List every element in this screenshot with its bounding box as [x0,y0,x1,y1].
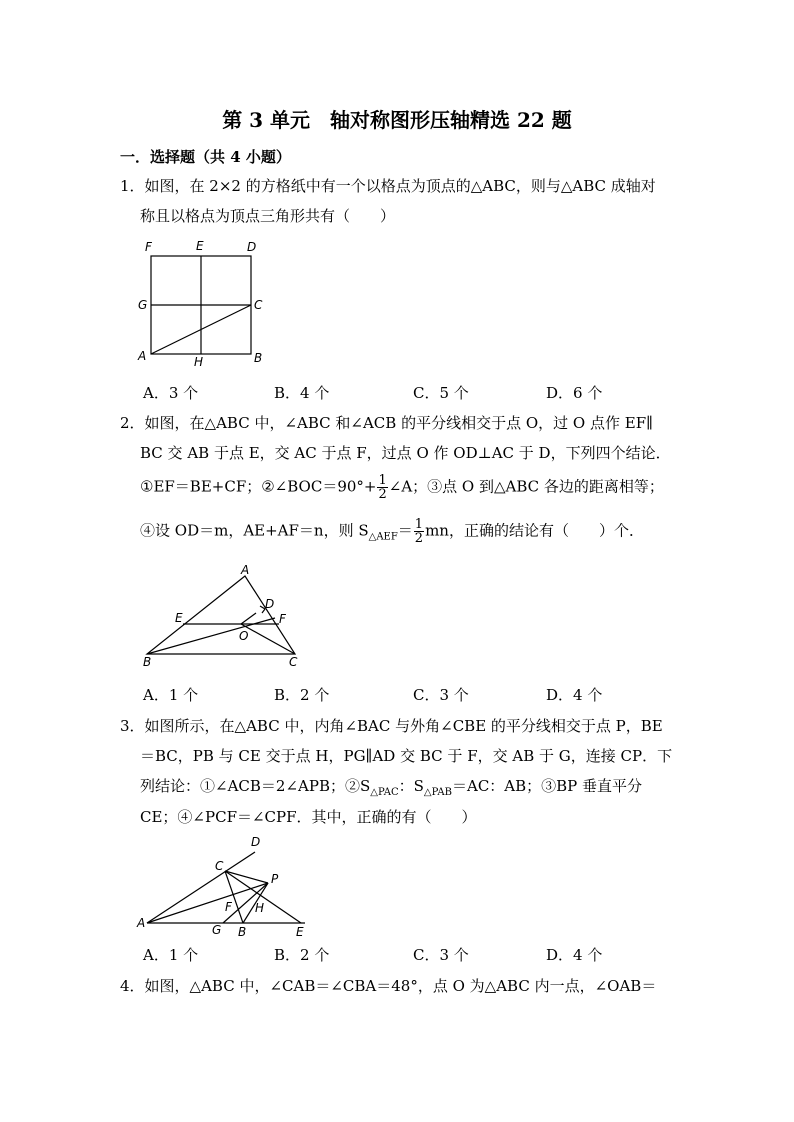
q1-label-D: D [247,240,257,254]
q3-option-a[interactable]: A．1 个 [143,946,199,964]
q3-conclusion-3: ＝AC：AB；③BP 垂直平分 [451,777,643,795]
q3-figure [135,830,315,940]
q2-label-B: B [143,655,152,669]
q2-conclusion-4: ④设 OD＝m，AE+AF＝n，则 S [140,521,369,540]
q2-text-line3 [140,474,664,501]
q2-question-tail: mn，正确的结论有（ ）个． [425,521,644,540]
q4-text-line1: 4．如图，△ABC 中，∠CAB＝∠CBA＝48°，点 O 为△ABC 内一点，∠OAB＝ [120,977,657,995]
fraction-half [377,474,387,501]
q1-label-B: B [254,351,263,365]
q1-text-line1: 1．如图，在 2×2 的方格纸中有一个以格点为顶点的△ABC，则与△ABC 成轴对 [120,177,656,195]
q1-text-line2: 称且以格点为顶点三角形共有（ ） [140,207,396,225]
fraction-denominator: 2 [378,487,387,502]
q3-label-G: G [212,923,222,937]
q1-option-c[interactable]: C．5 个 [413,384,469,402]
q3-label-H: H [255,901,265,915]
q3-label-D: D [251,835,261,849]
q3-sub-pac: △PAC [370,787,399,798]
q3-sub-pab: △PAB [423,787,452,798]
q2-conclusion-3: ∠A；③点 O 到△ABC 各边的距离相等； [388,477,664,496]
q1-label-G: G [138,298,148,312]
q3-label-F: F [225,900,232,914]
q2-conclusion-1-2: ①EF＝BE+CF；②∠BOC＝90°+ [140,477,377,496]
q2-label-A: A [241,563,250,577]
q3-option-b[interactable]: B．2 个 [274,946,330,964]
q2-equals: ＝ [397,521,413,540]
q3-text-line4: CE；④∠PCF＝∠CPF．其中，正确的有（ ） [140,808,477,826]
q1-label-F: F [145,240,152,254]
q2-text-line1: 2．如图，在△ABC 中，∠ABC 和∠ACB 的平分线相交于点 O，过 O 点作 EF∥ [120,414,654,432]
q3-option-d[interactable]: D．4 个 [546,946,603,964]
q1-label-H: H [194,355,204,369]
q3-option-c[interactable]: C．3 个 [413,946,469,964]
q3-conclusion-1-2: 列结论：①∠ACB＝2∠APB；②S [140,777,371,795]
q3-text-line3 [140,776,642,803]
q3-text-line1: 3．如图所示，在△ABC 中，内角∠BAC 与外角∠CBE 的平分线相交于点 P，BE [120,717,663,735]
q2-label-E: E [175,611,183,625]
q2-option-c[interactable]: C．3 个 [413,686,469,704]
q2-area-subscript: △AEF [368,531,398,543]
q2-label-C: C [289,655,298,669]
q2-label-F: F [279,612,286,626]
fraction-denominator: 2 [414,531,424,546]
q1-label-A: A [138,349,147,363]
page-title: 第 3 单元 轴对称图形压轴精选 22 题 [222,108,572,132]
fraction-numerator: 1 [414,517,424,532]
q2-label-D: D [265,597,275,611]
q1-label-C: C [254,298,263,312]
q3-label-B: B [238,925,247,939]
q1-label-E: E [196,239,204,253]
q2-option-d[interactable]: D．4 个 [546,686,603,704]
q1-figure [130,236,280,372]
fraction-half-2 [414,518,424,545]
q3-ratio-sep: ：S [398,777,424,795]
section-heading: 一．选择题（共 4 小题） [120,148,291,166]
q2-text-line2: BC 交 AB 于点 E，交 AC 于点 F，过点 O 作 OD⊥AC 于 D，下列四个结论． [140,444,671,462]
q3-label-C: C [215,859,224,873]
q1-option-b[interactable]: B．4 个 [274,384,330,402]
q1-option-a[interactable]: A．3 个 [143,384,199,402]
q2-text-line4 [140,518,644,548]
q2-option-a[interactable]: A．1 个 [143,686,199,704]
q2-label-O: O [239,629,249,643]
q3-text-line2: ＝BC，PB 与 CE 交于点 H，PG∥AD 交 BC 于 F，交 AB 于 G，连接 CP．下 [140,747,673,765]
q3-label-E: E [296,925,304,939]
q2-option-b[interactable]: B．2 个 [274,686,330,704]
q3-label-P: P [271,872,279,886]
q3-label-A: A [137,916,146,930]
q1-option-d[interactable]: D．6 个 [546,384,603,402]
fraction-numerator: 1 [378,473,387,488]
q2-figure [135,562,315,672]
